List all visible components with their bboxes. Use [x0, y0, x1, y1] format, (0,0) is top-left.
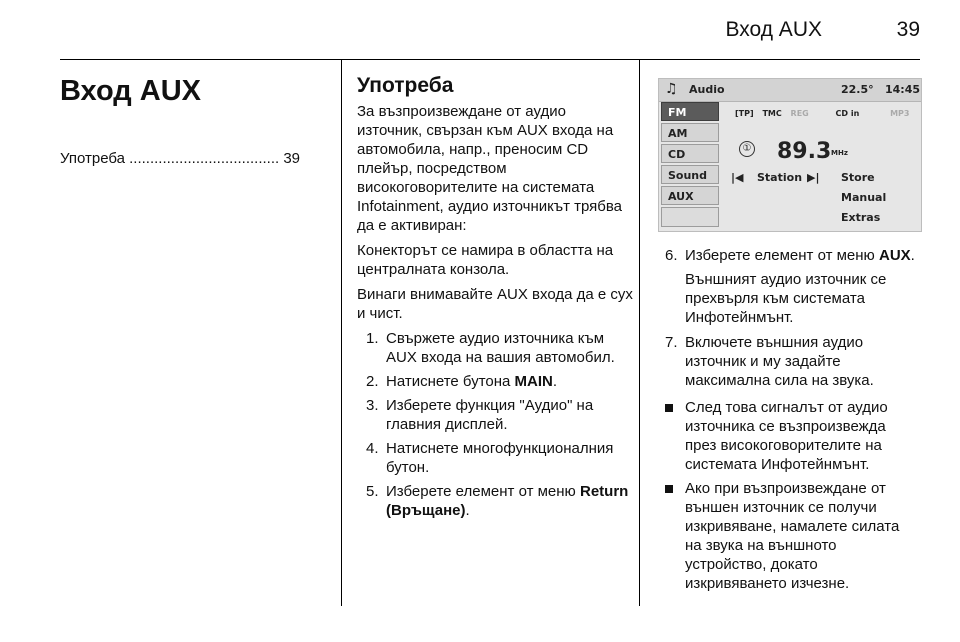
- step-punct: .: [465, 502, 470, 519]
- list-item: [357, 482, 633, 520]
- step-number: 7.: [665, 334, 678, 351]
- column-divider: [639, 60, 640, 606]
- toc-entry-page: 39: [283, 150, 301, 167]
- menu-item-empty: [661, 207, 719, 227]
- step-number: 5.: [366, 483, 379, 500]
- radio-status-strip: [735, 109, 915, 118]
- tp-indicator: [TP]: [735, 109, 754, 118]
- bullet-square-icon: [665, 485, 673, 493]
- step-number: 1.: [366, 330, 379, 347]
- music-note-icon: ♫: [665, 81, 678, 97]
- menu-item-cd[interactable]: CD: [661, 144, 719, 163]
- extras-button[interactable]: Extras: [841, 211, 881, 224]
- toc-entry[interactable]: [60, 150, 328, 167]
- radio-status-bar: [659, 79, 921, 102]
- paragraph: Винаги внимавайте AUX входа да е сух и чист.: [357, 286, 633, 322]
- store-button[interactable]: Store: [841, 171, 875, 184]
- bullet-text: Ако при възпроизвеждане от външен източник се получи изкривяване, намалете силата на звука на външното устройство, докато изкривяването изчезне.: [685, 480, 900, 592]
- step-text: Включете външния аудио източник и му задайте максимална сила на звука.: [685, 334, 874, 389]
- step-text: Изберете елемент от меню: [685, 247, 879, 264]
- step-keyword: MAIN: [514, 373, 553, 390]
- step-number: 4.: [366, 440, 379, 457]
- steps-list: [357, 329, 633, 520]
- menu-item-fm[interactable]: FM: [661, 102, 719, 121]
- paragraph: Конекторът се намира в областта на централната конзола.: [357, 242, 614, 278]
- station-label: Station: [757, 171, 803, 184]
- menu-item-am[interactable]: AM: [661, 123, 719, 142]
- reg-indicator: REG: [790, 109, 809, 118]
- page-number: 39: [896, 18, 920, 41]
- bullet-text: След това сигналът от аудио източника се възпроизвежда през високоговорителите на системата Инфотейнмънт.: [685, 399, 888, 473]
- continued-column: [662, 246, 920, 598]
- frequency-unit: MHz: [831, 149, 848, 157]
- toc-dots: ....................................: [124, 150, 280, 167]
- step-text: Натиснете бутона: [386, 373, 515, 390]
- menu-item-sound[interactable]: Sound: [661, 165, 719, 184]
- page-header: [0, 0, 960, 60]
- menu-item-aux[interactable]: AUX: [661, 186, 719, 205]
- usage-column: [357, 74, 633, 525]
- radio-display: [658, 78, 922, 232]
- step-number: 6.: [665, 247, 678, 264]
- header-rule: [60, 59, 920, 60]
- step-text: Свържете аудио източника към AUX входа на вашия автомобил.: [386, 330, 615, 366]
- header-title: Вход AUX: [725, 18, 822, 41]
- step-text: Изберете функция "Аудио" на главния дисплей.: [386, 397, 594, 433]
- manual-button[interactable]: Manual: [841, 191, 887, 204]
- step-keyword: Return (Връщане): [386, 483, 629, 519]
- band-icon: ①: [739, 141, 755, 157]
- column-divider: [341, 60, 342, 606]
- toc-column: [60, 74, 328, 167]
- tmc-indicator: TMC: [762, 109, 782, 118]
- toc-entry-label: Употреба: [60, 150, 125, 167]
- cd-in-indicator: CD in: [835, 109, 860, 118]
- step-text: Изберете елемент от меню: [386, 483, 580, 500]
- list-item: [357, 439, 633, 477]
- radio-title: Audio: [689, 83, 725, 96]
- chapter-title: Вход AUX: [60, 75, 201, 107]
- list-item: [357, 396, 633, 434]
- list-item: [662, 246, 920, 265]
- step-number: 3.: [366, 397, 379, 414]
- radio-source-menu: [661, 102, 719, 229]
- seek-back-icon[interactable]: |◀: [731, 171, 744, 184]
- paragraph: За възпроизвеждане от аудио източник, свързан към AUX входа на автомобила, напр., преносим CD плейър, посредством високоговорителите на системата Infotainment, аудио източникът трябва да е активиран:: [357, 103, 623, 234]
- step-number: 2.: [366, 373, 379, 390]
- seek-forward-icon[interactable]: ▶|: [807, 171, 820, 184]
- bullet-item: [662, 398, 920, 474]
- step-keyword: AUX: [878, 247, 911, 264]
- bullet-item: [662, 479, 920, 593]
- step-punct: .: [552, 373, 558, 390]
- section-heading: Употреба: [357, 74, 454, 97]
- step-punct: .: [910, 247, 915, 264]
- step-text: Натиснете многофункционалния бутон.: [386, 440, 614, 476]
- list-item: [357, 372, 633, 391]
- radio-frequency: 89.3: [777, 139, 832, 164]
- list-item: [662, 333, 920, 390]
- radio-temperature: 22.5°: [841, 83, 874, 96]
- bullet-square-icon: [665, 404, 673, 412]
- list-item: [357, 329, 633, 367]
- radio-time: 14:45: [885, 83, 921, 96]
- mp3-indicator: MP3: [890, 109, 910, 118]
- step-result: Външният аудио източник се прехвърля към системата Инфотейнмънт.: [685, 271, 887, 326]
